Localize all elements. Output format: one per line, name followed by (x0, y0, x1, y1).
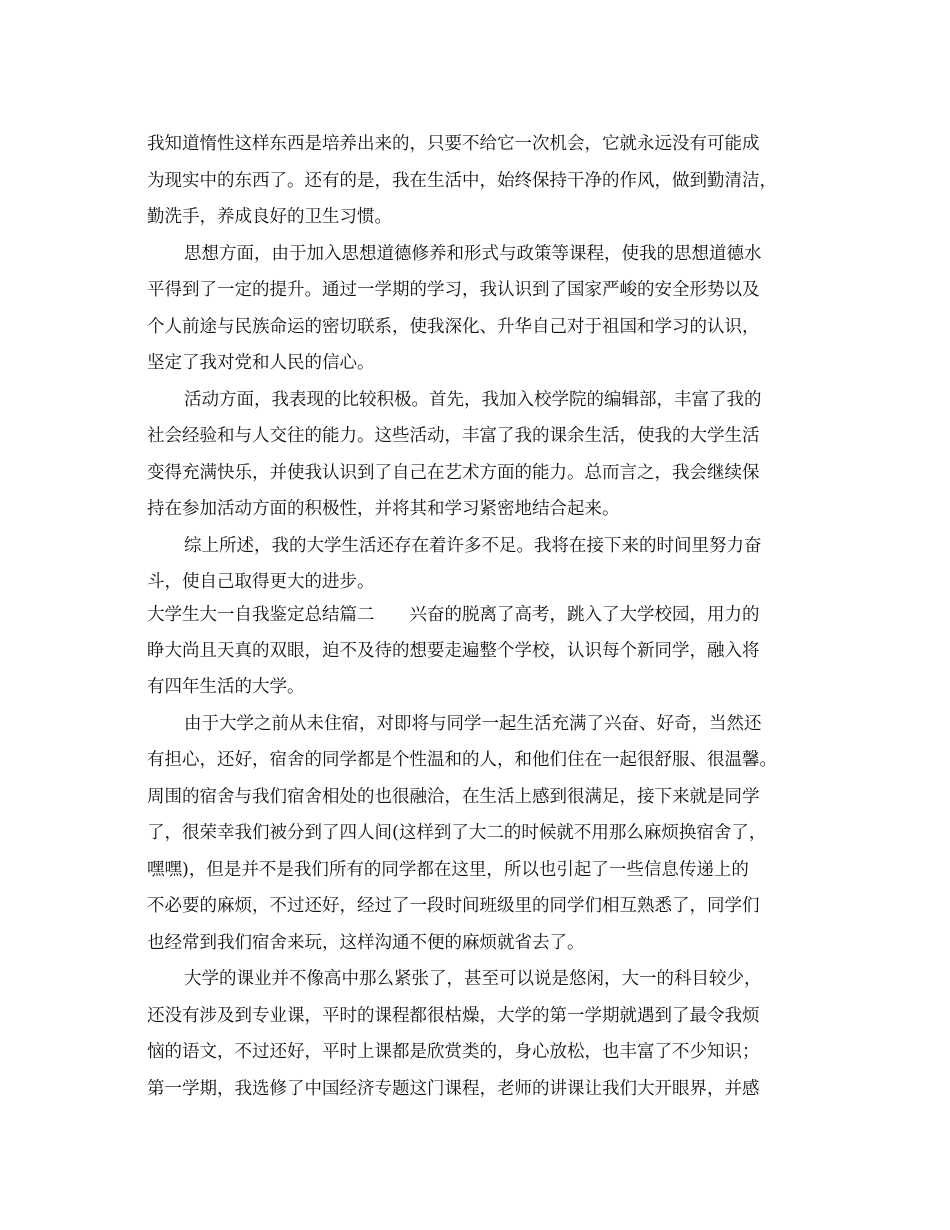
paragraph-start-line: 综上所述，我的大学生活还存在着许多不足。我将在接下来的时间里努力奋 (184, 536, 762, 556)
text-line: 勤洗手，养成良好的卫生习惯。 (147, 207, 392, 227)
text-line: 变得充满快乐，并使我认识到了自己在艺术方面的能力。总而言之，我会继续保 (147, 463, 760, 483)
text-line: 有四年生活的大学。 (147, 677, 305, 697)
paragraph-start-line: 大学的课业并不像高中那么紧张了，甚至可以说是悠闲，大一的科目较少， (184, 969, 762, 989)
text-line: 平得到了一定的提升。通过一学期的学习，我认识到了国家严峻的安全形势以及 (147, 280, 760, 300)
text-line: 有担心，还好，宿舍的同学都是个性温和的人，和他们住在一起很舒服、很温馨。 (147, 750, 777, 770)
text-line: 坚定了我对党和人民的信心。 (147, 353, 375, 373)
text-line: 了，很荣幸我们被分到了四人间(这样到了大二的时候就不用那么麻烦换宿舍了， (147, 823, 767, 843)
paragraph-start-line: 由于大学之前从未住宿，对即将与同学一起生活充满了兴奋、好奇，当然还 (184, 714, 762, 734)
text-line: 为现实中的东西了。还有的是，我在生活中，始终保持干净的作风，做到勤清洁， (147, 171, 777, 191)
text-line: 个人前途与民族命运的密切联系，使我深化、升华自己对于祖国和学习的认识， (147, 317, 760, 337)
text-line: 也经常到我们宿舍来玩，这样沟通不便的麻烦就省去了。 (147, 933, 585, 953)
text-line: 周围的宿舍与我们宿舍相处的也很融洽，在生活上感到很满足，接下来就是同学 (147, 787, 760, 807)
text-line: 第一学期，我选修了中国经济专题这门课程，老师的讲课让我们大开眼界，并感 (147, 1079, 760, 1099)
text-line: 我知道惰性这样东西是培养出来的，只要不给它一次机会，它就永远没有可能成 (147, 134, 760, 154)
text-line: 还没有涉及到专业课，平时的课程都很枯燥，大学的第一学期就遇到了最令我烦 (147, 1006, 760, 1026)
paragraph-start-line: 活动方面，我表现的比较积极。首先，我加入校学院的编辑部，丰富了我的 (184, 390, 762, 410)
text-line: 不必要的麻烦，不过还好，经过了一段时间班级里的同学们相互熟悉了，同学们 (147, 896, 760, 916)
text-line: 恼的语文，不过还好，平时上课都是欣赏类的，身心放松，也丰富了不少知识； (147, 1042, 760, 1062)
section-heading-line: 大学生大一自我鉴定总结篇二 兴奋的脱离了高考，跳入了大学校园，用力的 (147, 605, 760, 625)
text-line: 斗，使自己取得更大的进步。 (147, 572, 375, 592)
text-line: 嘿嘿)，但是并不是我们所有的同学都在这里，所以也引起了一些信息传递上的 (147, 860, 749, 880)
text-line: 社会经验和与人交往的能力。这些活动，丰富了我的课余生活，使我的大学生活 (147, 426, 760, 446)
text-line: 睁大尚且天真的双眼，迫不及待的想要走遍整个学校，认识每个新同学，融入将 (147, 641, 760, 661)
text-line: 持在参加活动方面的积极性，并将其和学习紧密地结合起来。 (147, 499, 620, 519)
paragraph-start-line: 思想方面，由于加入思想道德修养和形式与政策等课程，使我的思想道德水 (184, 244, 762, 264)
